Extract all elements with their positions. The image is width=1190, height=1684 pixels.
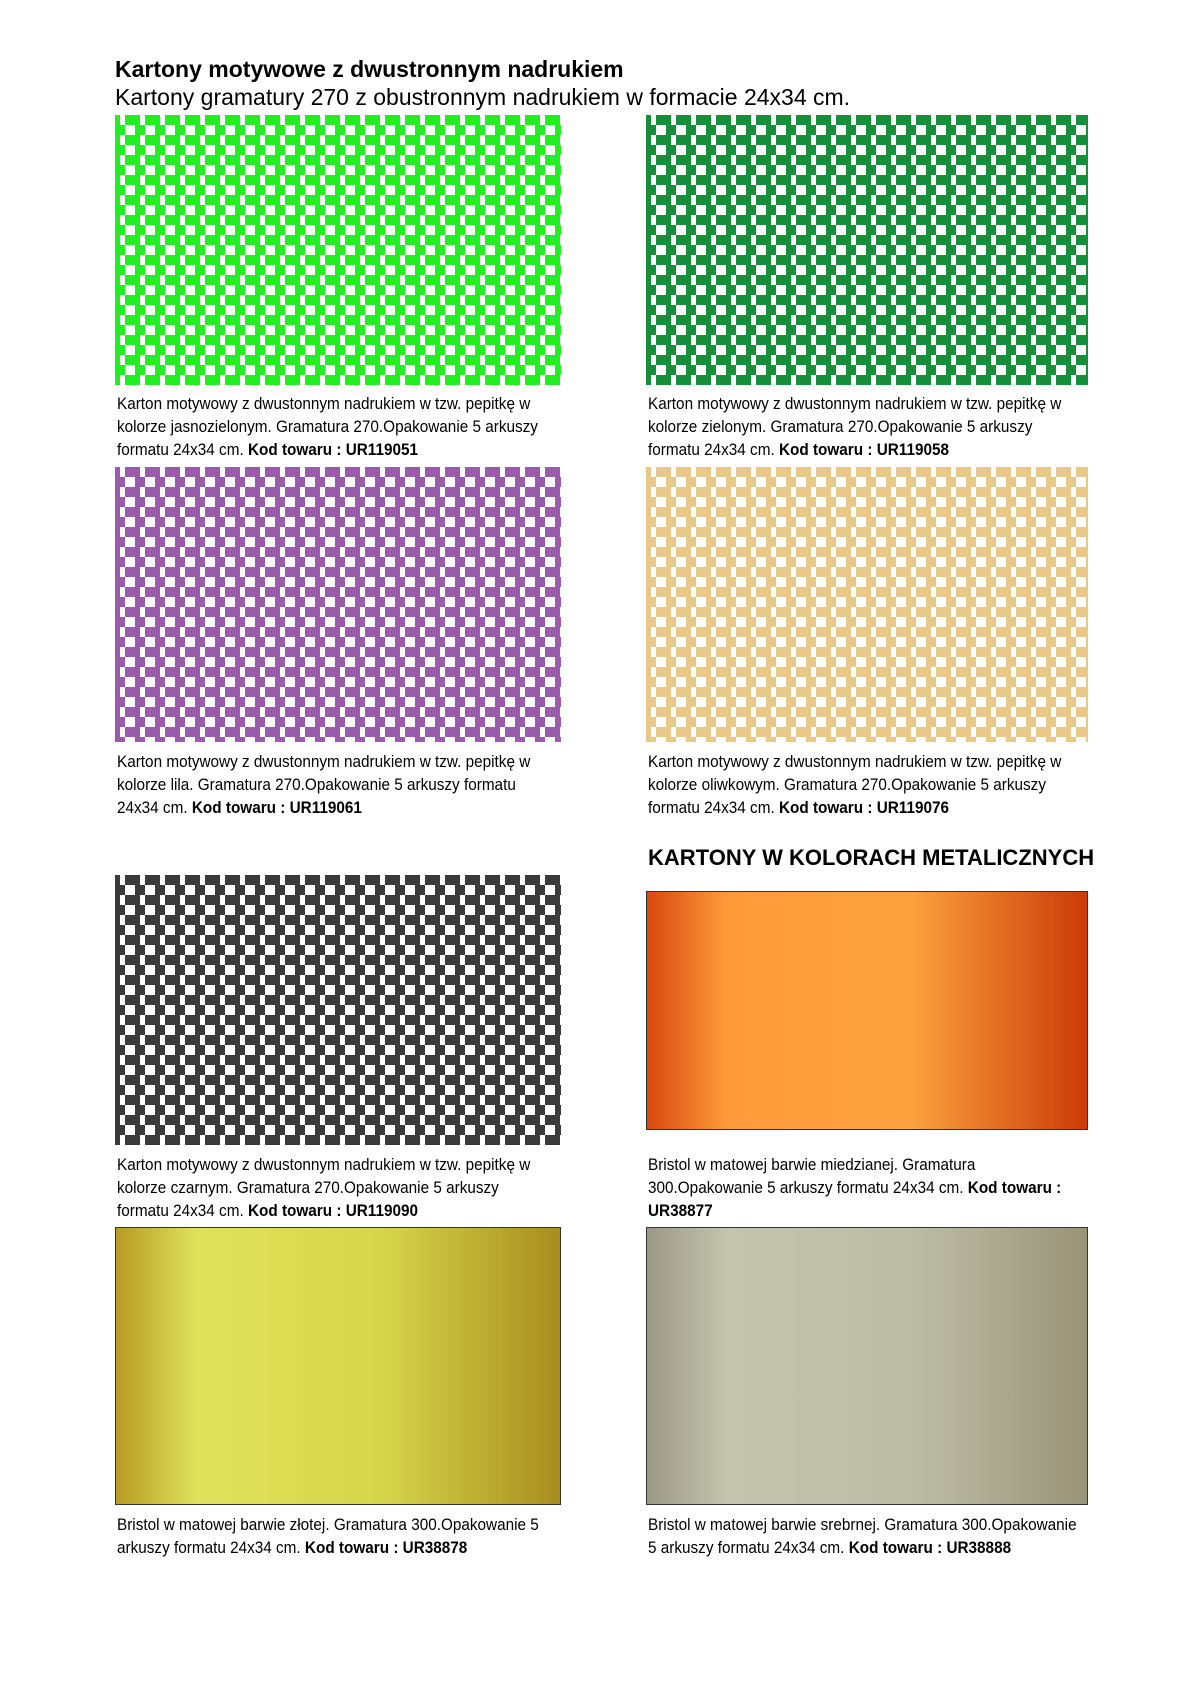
caption-text: Karton motywowy z dwustonnym nadrukiem w tzw. pepitkę w kolorze czarnym. Gramatura 270.Opakowanie 5 arkuszy formatu 24x34 cm. [117, 1155, 531, 1220]
product-code: Kod towaru : UR38888 [848, 1538, 1012, 1557]
swatch-lilac [115, 467, 561, 742]
caption-text: Bristol w matowej barwie złotej. Gramatura 300.Opakowanie 5 arkuszy formatu 24x34 cm. [117, 1515, 539, 1557]
product-code: Kod towaru : UR119061 [191, 798, 362, 817]
swatch-black [115, 875, 561, 1145]
caption-light-green [117, 392, 549, 461]
caption-copper [648, 1153, 1080, 1222]
caption-green [648, 392, 1080, 461]
product-code: Kod towaru : UR38878 [304, 1538, 468, 1557]
swatch-copper [646, 891, 1088, 1130]
swatch-olive [646, 467, 1088, 742]
caption-text: Karton motywowy z dwustonnym nadrukiem w tzw. pepitkę w kolorze zielonym. Gramatura 270.Opakowanie 5 arkuszy formatu 24x34 cm. [648, 394, 1062, 459]
page-title: Kartony motywowe z dwustronnym nadrukiem [115, 56, 624, 82]
product-code: Kod towaru : UR119058 [778, 440, 950, 459]
caption-silver [648, 1513, 1080, 1559]
swatch-gold [115, 1227, 561, 1505]
caption-lilac [117, 750, 549, 819]
page-subtitle: Kartony gramatury 270 z obustronnym nadrukiem w formacie 24x34 cm. [115, 84, 851, 110]
caption-text: Bristol w matowej barwie srebrnej. Gramatura 300.Opakowanie 5 arkuszy formatu 24x34 cm. [648, 1515, 1077, 1557]
swatch-silver [646, 1227, 1088, 1505]
swatch-light-green [115, 115, 561, 385]
product-code: Kod towaru : UR119051 [247, 440, 419, 459]
caption-text: Karton motywowy z dwustonnym nadrukiem w tzw. pepitkę w kolorze oliwkowym. Gramatura 270.Opakowanie 5 arkuszy formatu 24x34 cm. [648, 752, 1062, 817]
product-code: Kod towaru : UR119076 [778, 798, 950, 817]
product-code: Kod towaru : UR119090 [247, 1201, 419, 1220]
caption-olive [648, 750, 1080, 819]
caption-text: Karton motywowy z dwustonnym nadrukiem w tzw. pepitkę w kolorze lila. Gramatura 270.Opakowanie 5 arkuszy formatu 24x34 cm. [117, 752, 531, 817]
swatch-green [646, 115, 1088, 385]
caption-text: Karton motywowy z dwustonnym nadrukiem w tzw. pepitkę w kolorze jasnozielonym. Gramatura 270.Opakowanie 5 arkuszy formatu 24x34 cm. [117, 394, 538, 459]
caption-gold [117, 1513, 549, 1559]
product-code: Kod towaru : UR38877 [648, 1178, 1062, 1220]
metallic-section-title: KARTONY W KOLORACH METALICZNYCH [648, 845, 1095, 870]
caption-black [117, 1153, 549, 1222]
caption-text: Bristol w matowej barwie miedzianej. Gramatura 300.Opakowanie 5 arkuszy formatu 24x34 cm. [648, 1155, 976, 1197]
